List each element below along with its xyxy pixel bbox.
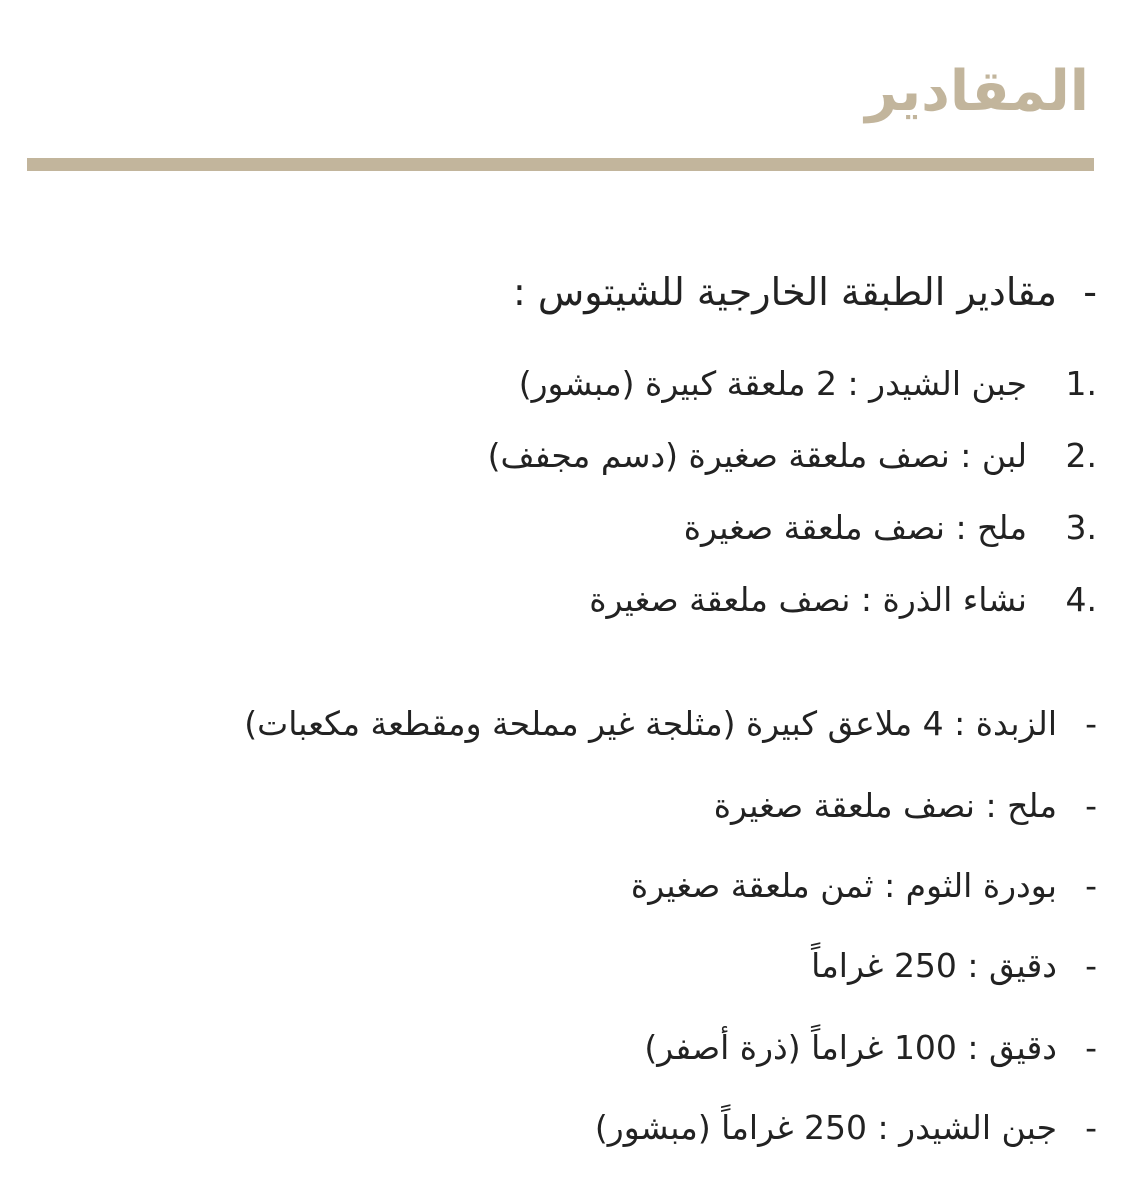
item-dash: - bbox=[1085, 1028, 1097, 1067]
numbered-item bbox=[684, 508, 1097, 548]
item-text: ملح : نصف ملعقة صغيرة bbox=[713, 786, 1057, 825]
numbered-item bbox=[488, 436, 1097, 476]
section-heading-dash: - bbox=[1083, 270, 1097, 314]
numbered-item bbox=[589, 580, 1097, 620]
item-number: 4. bbox=[1065, 580, 1097, 619]
item-text: دقيق : 250 غراماً bbox=[811, 946, 1057, 985]
item-dash: - bbox=[1085, 704, 1097, 743]
item-dash: - bbox=[1085, 866, 1097, 905]
page-title: المقادير bbox=[865, 59, 1089, 124]
dash-item bbox=[714, 786, 1097, 826]
item-number: 1. bbox=[1065, 364, 1097, 403]
section-heading bbox=[513, 270, 1097, 316]
item-text: جبن الشيدر : 250 غراماً (مبشور) bbox=[594, 1108, 1057, 1147]
item-text: ملح : نصف ملعقة صغيرة bbox=[683, 508, 1027, 547]
dash-item bbox=[811, 946, 1097, 986]
item-dash: - bbox=[1085, 946, 1097, 985]
dash-item bbox=[644, 1028, 1097, 1068]
numbered-item bbox=[519, 364, 1097, 404]
dash-item bbox=[595, 1108, 1097, 1148]
dash-item bbox=[244, 704, 1097, 744]
item-text: نشاء الذرة : نصف ملعقة صغيرة bbox=[589, 580, 1027, 619]
item-text: لبن : نصف ملعقة صغيرة (دسم مجفف) bbox=[487, 436, 1027, 475]
item-number: 3. bbox=[1065, 508, 1097, 547]
dash-item bbox=[631, 866, 1097, 906]
item-text: دقيق : 100 غراماً (ذرة أصفر) bbox=[644, 1028, 1057, 1067]
item-text: الزبدة : 4 ملاعق كبيرة (مثلجة غير مملحة ومقطعة مكعبات) bbox=[244, 704, 1057, 743]
item-text: بودرة الثوم : ثمن ملعقة صغيرة bbox=[630, 866, 1057, 905]
title-divider bbox=[27, 158, 1094, 171]
item-text: جبن الشيدر : 2 ملعقة كبيرة (مبشور) bbox=[518, 364, 1027, 403]
item-number: 2. bbox=[1065, 436, 1097, 475]
section-heading-text: مقادير الطبقة الخارجية للشيتوس : bbox=[512, 270, 1057, 314]
item-dash: - bbox=[1085, 1108, 1097, 1147]
item-dash: - bbox=[1085, 786, 1097, 825]
